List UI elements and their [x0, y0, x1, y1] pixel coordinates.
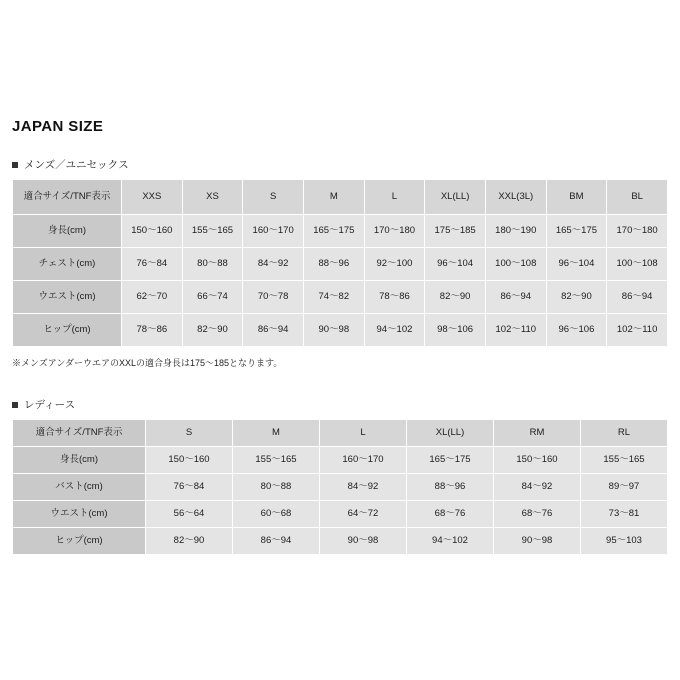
mens-table-head [13, 180, 668, 215]
mens-col-header: XL(LL) [425, 180, 486, 215]
mens-row-label: ヒップ(cm) [13, 314, 122, 347]
table-cell: 84〜92 [243, 248, 304, 281]
table-row [13, 501, 668, 528]
table-cell: 82〜90 [425, 281, 486, 314]
table-cell: 62〜70 [122, 281, 183, 314]
table-cell: 100〜108 [607, 248, 668, 281]
table-cell: 170〜180 [364, 215, 425, 248]
ladies-col-header: RL [581, 420, 668, 447]
ladies-row-label: ウエスト(cm) [13, 501, 146, 528]
table-cell: 96〜106 [546, 314, 607, 347]
mens-row-label: チェスト(cm) [13, 248, 122, 281]
table-row [13, 248, 668, 281]
table-row [13, 314, 668, 347]
table-cell: 82〜90 [146, 528, 233, 555]
ladies-col-header: XL(LL) [407, 420, 494, 447]
ladies-corner-header: 適合サイズ/TNF表示 [13, 420, 146, 447]
table-cell: 94〜102 [364, 314, 425, 347]
table-cell: 66〜74 [182, 281, 243, 314]
mens-col-header: XS [182, 180, 243, 215]
table-cell: 70〜78 [243, 281, 304, 314]
table-cell: 155〜165 [581, 447, 668, 474]
table-row [13, 281, 668, 314]
square-bullet-icon [12, 162, 18, 168]
table-cell: 150〜160 [146, 447, 233, 474]
mens-col-header: BM [546, 180, 607, 215]
ladies-col-header: RM [494, 420, 581, 447]
table-cell: 102〜110 [607, 314, 668, 347]
mens-section-label: メンズ／ユニセックス [24, 159, 129, 171]
table-cell: 165〜175 [546, 215, 607, 248]
table-cell: 82〜90 [182, 314, 243, 347]
table-cell: 84〜92 [494, 474, 581, 501]
table-cell: 86〜94 [485, 281, 546, 314]
table-cell: 78〜86 [364, 281, 425, 314]
table-cell: 175〜185 [425, 215, 486, 248]
table-cell: 94〜102 [407, 528, 494, 555]
table-row [13, 528, 668, 555]
table-cell: 95〜103 [581, 528, 668, 555]
ladies-table-head [13, 420, 668, 447]
table-cell: 56〜64 [146, 501, 233, 528]
table-header-row [13, 420, 668, 447]
mens-col-header: M [303, 180, 364, 215]
table-cell: 73〜81 [581, 501, 668, 528]
table-cell: 86〜94 [607, 281, 668, 314]
ladies-section-heading [12, 397, 668, 412]
table-cell: 170〜180 [607, 215, 668, 248]
ladies-size-table [12, 419, 668, 555]
table-cell: 150〜160 [122, 215, 183, 248]
table-cell: 150〜160 [494, 447, 581, 474]
table-cell: 78〜86 [122, 314, 183, 347]
ladies-col-header: S [146, 420, 233, 447]
table-cell: 100〜108 [485, 248, 546, 281]
mens-section-heading [12, 157, 668, 172]
mens-col-header: S [243, 180, 304, 215]
table-cell: 82〜90 [546, 281, 607, 314]
table-cell: 68〜76 [494, 501, 581, 528]
table-cell: 160〜170 [320, 447, 407, 474]
table-cell: 155〜165 [233, 447, 320, 474]
table-cell: 98〜106 [425, 314, 486, 347]
mens-col-header: BL [607, 180, 668, 215]
mens-corner-header: 適合サイズ/TNF表示 [13, 180, 122, 215]
table-cell: 88〜96 [303, 248, 364, 281]
ladies-section-label: レディース [24, 399, 76, 411]
table-cell: 180〜190 [485, 215, 546, 248]
table-cell: 64〜72 [320, 501, 407, 528]
table-cell: 74〜82 [303, 281, 364, 314]
ladies-col-header: L [320, 420, 407, 447]
table-cell: 96〜104 [425, 248, 486, 281]
table-row [13, 474, 668, 501]
section-spacer [12, 369, 668, 397]
table-row [13, 215, 668, 248]
table-cell: 88〜96 [407, 474, 494, 501]
mens-note: ※メンズアンダーウエアのXXLの適合身長は175〜185となります。 [12, 358, 283, 368]
table-cell: 60〜68 [233, 501, 320, 528]
mens-col-header: XXS [122, 180, 183, 215]
table-cell: 86〜94 [233, 528, 320, 555]
table-cell: 80〜88 [233, 474, 320, 501]
table-cell: 90〜98 [494, 528, 581, 555]
table-cell: 102〜110 [485, 314, 546, 347]
table-cell: 76〜84 [146, 474, 233, 501]
ladies-row-label: バスト(cm) [13, 474, 146, 501]
mens-size-table [12, 179, 668, 347]
mens-col-header: L [364, 180, 425, 215]
table-cell: 86〜94 [243, 314, 304, 347]
ladies-row-label: ヒップ(cm) [13, 528, 146, 555]
mens-row-label: 身長(cm) [13, 215, 122, 248]
table-cell: 155〜165 [182, 215, 243, 248]
table-cell: 84〜92 [320, 474, 407, 501]
table-cell: 90〜98 [320, 528, 407, 555]
square-bullet-icon [12, 402, 18, 408]
mens-col-header: XXL(3L) [485, 180, 546, 215]
table-cell: 92〜100 [364, 248, 425, 281]
table-cell: 165〜175 [303, 215, 364, 248]
table-cell: 96〜104 [546, 248, 607, 281]
mens-table-body [13, 215, 668, 347]
ladies-col-header: M [233, 420, 320, 447]
table-cell: 76〜84 [122, 248, 183, 281]
table-cell: 90〜98 [303, 314, 364, 347]
table-row [13, 447, 668, 474]
table-header-row [13, 180, 668, 215]
page-title: JAPAN SIZE [12, 118, 104, 135]
table-cell: 68〜76 [407, 501, 494, 528]
ladies-table-body [13, 447, 668, 555]
table-cell: 89〜97 [581, 474, 668, 501]
table-cell: 160〜170 [243, 215, 304, 248]
table-cell: 80〜88 [182, 248, 243, 281]
mens-row-label: ウエスト(cm) [13, 281, 122, 314]
table-cell: 165〜175 [407, 447, 494, 474]
ladies-row-label: 身長(cm) [13, 447, 146, 474]
